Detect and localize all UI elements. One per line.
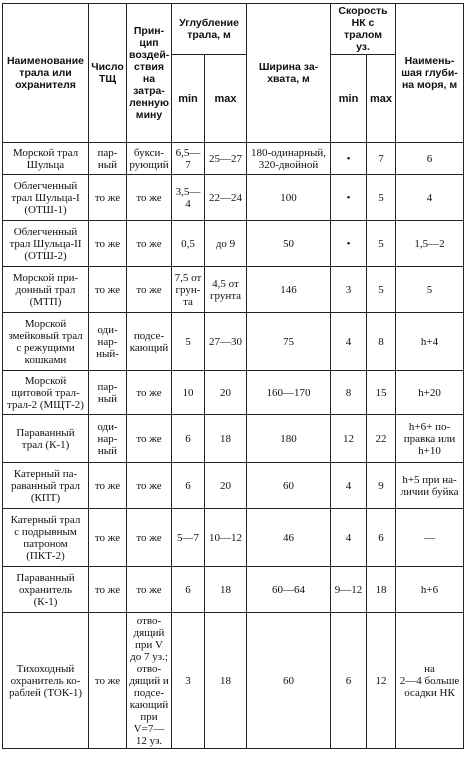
table-row (3, 567, 464, 613)
row-width: 180 (247, 415, 331, 463)
row-speed-max: 6 (367, 509, 396, 567)
row-depth-max: 18 (205, 613, 247, 749)
row-principle: подсе- кающий (127, 313, 172, 371)
row-depth-min: 6,5—7 (172, 143, 205, 175)
row-principle: то же (127, 415, 172, 463)
row-speed-max: 18 (367, 567, 396, 613)
row-speed-min: • (331, 221, 367, 267)
row-principle: то же (127, 267, 172, 313)
row-principle: то же (127, 371, 172, 415)
row-sea-depth: h+20 (396, 371, 464, 415)
row-speed-max: 15 (367, 371, 396, 415)
row-depth-max: 4,5 от грунта (205, 267, 247, 313)
row-principle: то же (127, 509, 172, 567)
row-principle: то же (127, 221, 172, 267)
header-depth-max: max (205, 55, 247, 143)
row-depth-min: 0,5 (172, 221, 205, 267)
row-width: 100 (247, 175, 331, 221)
row-sea-depth: h+4 (396, 313, 464, 371)
row-speed-max: 8 (367, 313, 396, 371)
table-row (3, 143, 464, 175)
row-count: то же (89, 613, 127, 749)
row-principle: отво- дящий при V до 7 уз.; отво- дящий и подсе- кающий при V=7— 12 уз. (127, 613, 172, 749)
row-depth-max: 25—27 (205, 143, 247, 175)
row-width: 146 (247, 267, 331, 313)
row-width: 160—170 (247, 371, 331, 415)
row-sea-depth: h+6 (396, 567, 464, 613)
header-speed-min: min (331, 55, 367, 143)
row-depth-min: 3,5—4 (172, 175, 205, 221)
header-name: Наименование трала или охранителя (3, 4, 89, 143)
row-width: 180-одинарный, 320-двойной (247, 143, 331, 175)
row-name: Параванный трал (К-1) (3, 415, 89, 463)
table-row (3, 313, 464, 371)
row-depth-max: 20 (205, 463, 247, 509)
row-speed-min: 4 (331, 313, 367, 371)
header-width: Ширина за- хвата, м (247, 4, 331, 143)
row-sea-depth: h+5 при на- личии буйка (396, 463, 464, 509)
row-speed-min: 3 (331, 267, 367, 313)
row-depth-min: 7,5 от грун- та (172, 267, 205, 313)
row-speed-min: 8 (331, 371, 367, 415)
row-speed-min: 4 (331, 509, 367, 567)
row-depth-min: 5 (172, 313, 205, 371)
row-width: 50 (247, 221, 331, 267)
row-depth-max: 20 (205, 371, 247, 415)
row-sea-depth: 1,5—2 (396, 221, 464, 267)
row-depth-max: 18 (205, 567, 247, 613)
row-speed-min: 12 (331, 415, 367, 463)
row-name: Морской при- донный трал (МТП) (3, 267, 89, 313)
row-speed-max: 5 (367, 267, 396, 313)
trawl-table (2, 3, 464, 749)
row-count: то же (89, 221, 127, 267)
row-name: Морской змейковый трал с режущими кошками (3, 313, 89, 371)
row-depth-max: 22—24 (205, 175, 247, 221)
row-depth-min: 6 (172, 415, 205, 463)
row-count: то же (89, 567, 127, 613)
header-speed-max: max (367, 55, 396, 143)
row-speed-max: 22 (367, 415, 396, 463)
table-row (3, 415, 464, 463)
table-row (3, 175, 464, 221)
row-depth-max: до 9 (205, 221, 247, 267)
header-sea-depth: Наимень- шая глуби- на моря, м (396, 4, 464, 143)
table-row (3, 221, 464, 267)
row-name: Морской трал Шульца (3, 143, 89, 175)
row-speed-min: 4 (331, 463, 367, 509)
row-speed-min: 9—12 (331, 567, 367, 613)
table-row (3, 613, 464, 749)
header-depth: Углубление трала, м (172, 4, 247, 55)
table-body (3, 143, 464, 749)
row-count: то же (89, 463, 127, 509)
row-count: оди- нар- ный- (89, 313, 127, 371)
row-speed-max: 12 (367, 613, 396, 749)
row-count: то же (89, 175, 127, 221)
header-depth-min: min (172, 55, 205, 143)
row-name: Катерный трал с подрывным патроном (ПКТ-2) (3, 509, 89, 567)
row-depth-max: 18 (205, 415, 247, 463)
row-count: то же (89, 267, 127, 313)
row-sea-depth: — (396, 509, 464, 567)
row-depth-min: 6 (172, 567, 205, 613)
header-principle: Прин- цип воздей- ствия на затра- ленную мину (127, 4, 172, 143)
row-name: Облегченный трал Шульца-I (ОТШ-1) (3, 175, 89, 221)
row-width: 60 (247, 613, 331, 749)
row-depth-max: 10—12 (205, 509, 247, 567)
row-name: Катерный па- раванный трал (КПТ) (3, 463, 89, 509)
row-sea-depth: на 2—4 больше осадки НК (396, 613, 464, 749)
row-speed-max: 7 (367, 143, 396, 175)
table-row (3, 509, 464, 567)
row-width: 60 (247, 463, 331, 509)
row-depth-min: 5—7 (172, 509, 205, 567)
row-name: Тихоходный охранитель ко- раблей (ТОК-1) (3, 613, 89, 749)
row-name: Облегченный трал Шульца-II (ОТШ-2) (3, 221, 89, 267)
row-depth-min: 10 (172, 371, 205, 415)
row-speed-max: 5 (367, 175, 396, 221)
table-row (3, 463, 464, 509)
table-row (3, 267, 464, 313)
row-depth-min: 3 (172, 613, 205, 749)
row-depth-min: 6 (172, 463, 205, 509)
row-speed-min: • (331, 143, 367, 175)
row-speed-max: 5 (367, 221, 396, 267)
row-sea-depth: 4 (396, 175, 464, 221)
row-count: пар- ный (89, 371, 127, 415)
header-count: Число ТЩ (89, 4, 127, 143)
row-speed-min: • (331, 175, 367, 221)
table-row (3, 371, 464, 415)
row-name: Морской щитовой трал- трал-2 (МЩТ-2) (3, 371, 89, 415)
row-sea-depth: 6 (396, 143, 464, 175)
row-count: пар- ный (89, 143, 127, 175)
row-count: то же (89, 509, 127, 567)
row-width: 75 (247, 313, 331, 371)
row-sea-depth: 5 (396, 267, 464, 313)
row-principle: букси- рующий (127, 143, 172, 175)
row-principle: то же (127, 463, 172, 509)
row-width: 46 (247, 509, 331, 567)
row-principle: то же (127, 175, 172, 221)
row-principle: то же (127, 567, 172, 613)
row-speed-min: 6 (331, 613, 367, 749)
row-name: Параванный охранитель (К-1) (3, 567, 89, 613)
row-count: оди- нар- ный (89, 415, 127, 463)
row-sea-depth: h+6+ по- правка или h+10 (396, 415, 464, 463)
row-speed-max: 9 (367, 463, 396, 509)
header-speed: Скорость НК с тралом уз. (331, 4, 396, 55)
row-width: 60—64 (247, 567, 331, 613)
row-depth-max: 27—30 (205, 313, 247, 371)
